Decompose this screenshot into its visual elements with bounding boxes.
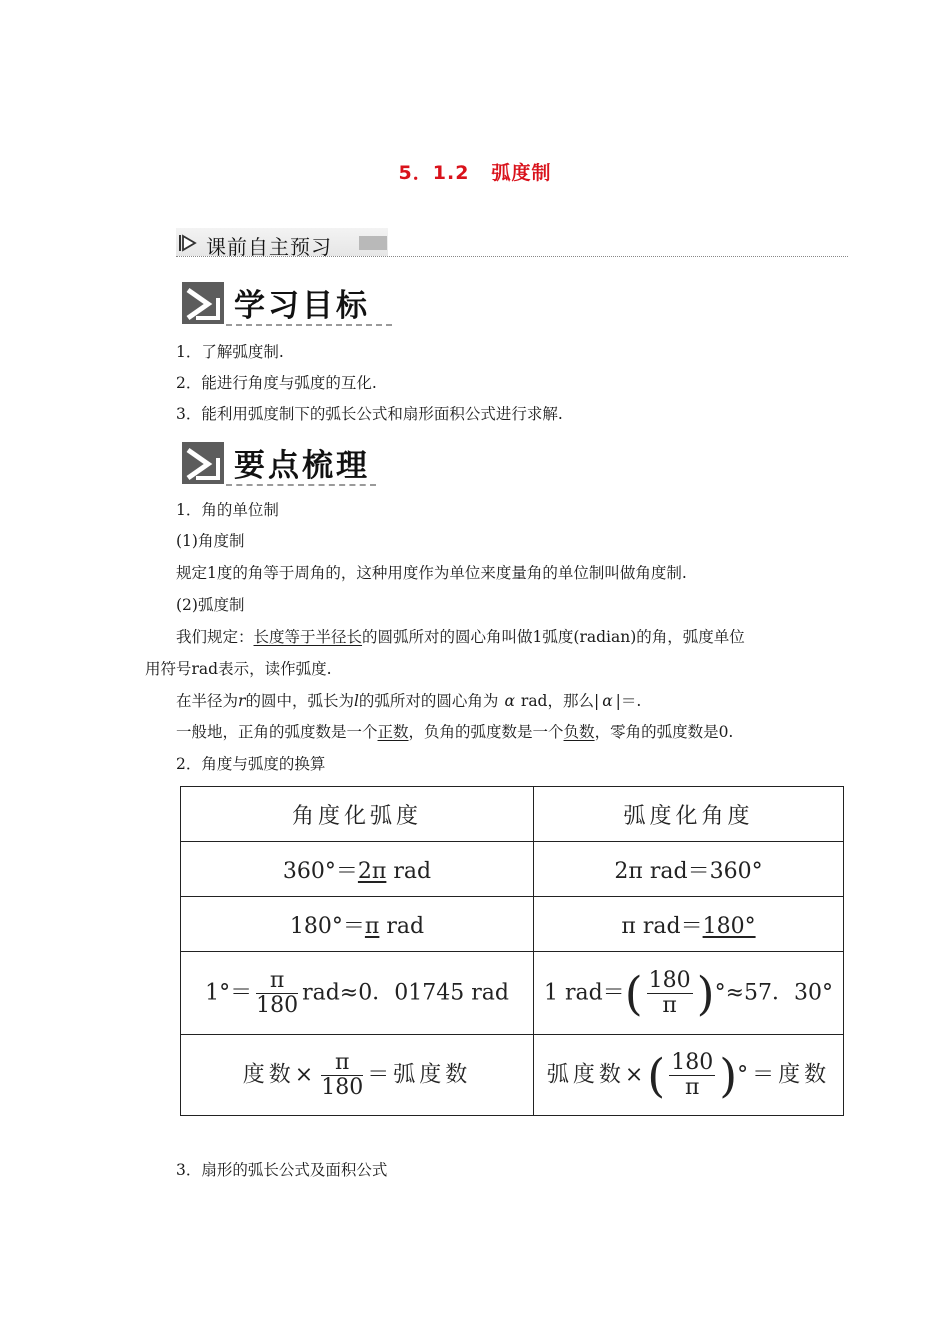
section-banner (176, 228, 848, 258)
fraction: $\frac{180}{\pi}$ (648, 967, 691, 1018)
heading-learning-goals (182, 280, 402, 334)
table-cell: 弧度数×( $\frac{180}{\pi}$ )°＝度数 (534, 1035, 844, 1116)
table-row (181, 842, 844, 897)
arrow-play-icon (178, 233, 200, 253)
table-header: 弧度化角度 (534, 787, 844, 842)
fraction: $\frac{\pi}{180}$ (321, 1049, 364, 1100)
table-cell: 1°＝ $\frac{\pi}{180}$ rad≈0．01745 rad (181, 952, 534, 1035)
heading-key-points (182, 440, 382, 494)
table-header: 角度化弧度 (181, 787, 534, 842)
blank-answer: 负数 (563, 723, 595, 741)
goal-item: 2．能进行角度与弧度的互化. (176, 374, 377, 392)
heading-text: 要点梳理 (234, 448, 370, 484)
table-cell: 360°＝2π rad (181, 842, 534, 897)
section-number: 5．1.2 (398, 162, 470, 184)
section-name: 弧度制 (491, 162, 552, 184)
heading-text: 学习目标 (234, 288, 370, 324)
table-cell: 2π rad＝360° (534, 842, 844, 897)
banner-rule (176, 256, 848, 257)
paragraph: 在半径为r的圆中，弧长为l的弧所对的圆心角为 α rad，那么| α |＝. (176, 692, 642, 710)
page-title (0, 158, 950, 185)
table-cell: 度数× $\frac{\pi}{180}$ ＝弧度数 (181, 1035, 534, 1116)
blank-answer: 长度等于半径长 (253, 628, 363, 646)
table-cell: 180°＝π rad (181, 897, 534, 952)
table-cell: π rad＝180° (534, 897, 844, 952)
point-heading: 1．角的单位制 (176, 501, 279, 519)
chevron-right-icon (182, 282, 224, 324)
point-heading: 2．角度与弧度的换算 (176, 755, 326, 773)
paragraph: 一般地，正角的弧度数是一个正数，负角的弧度数是一个负数，零角的弧度数是0. (176, 723, 734, 741)
blank-answer: 正数 (377, 723, 409, 741)
table-row (181, 1035, 844, 1116)
fraction: $\frac{\pi}{180}$ (256, 967, 299, 1018)
paragraph: 规定1度的角等于周角的，这种用度作为单位来度量角的单位制叫做角度制. (176, 564, 687, 582)
banner-block (359, 236, 387, 250)
table-row (181, 897, 844, 952)
conversion-table (180, 786, 844, 1116)
fraction: $\frac{180}{\pi}$ (671, 1049, 714, 1100)
goal-item: 3．能利用弧度制下的弧长公式和扇形面积公式进行求解. (176, 405, 563, 423)
point-subheading: (1)角度制 (176, 532, 245, 550)
chevron-right-icon (182, 442, 224, 484)
point-subheading: (2)弧度制 (176, 596, 245, 614)
table-row (181, 952, 844, 1035)
paragraph: 用符号rad表示，读作弧度. (145, 660, 332, 678)
point-heading: 3．扇形的弧长公式及面积公式 (176, 1161, 388, 1179)
paragraph: 我们规定：长度等于半径长的圆弧所对的圆心角叫做1弧度(radian)的角，弧度单位 (176, 628, 745, 646)
goal-item: 1．了解弧度制. (176, 343, 284, 361)
heading-underline (226, 324, 392, 326)
banner-label: 课前自主预习 (206, 235, 332, 259)
heading-underline (226, 484, 376, 486)
table-cell: 1 rad＝( $\frac{180}{\pi}$ )°≈57．30° (534, 952, 844, 1035)
